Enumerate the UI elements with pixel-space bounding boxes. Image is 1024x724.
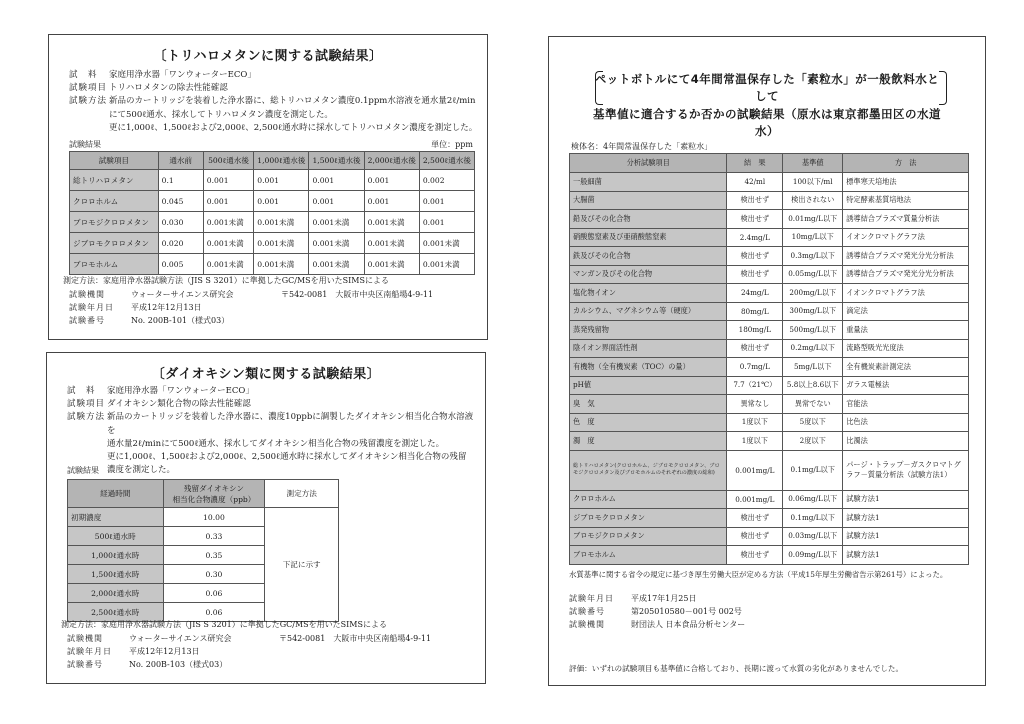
trihalomethane-title: 〔トリハロメタンに関する試験結果〕 — [153, 49, 383, 64]
table-row: 臭 気 異常なし 異常でない 官能法 — [570, 395, 969, 414]
table-header-row: 試験項目 通水前 500ℓ通水後 1,000ℓ通水後 1,500ℓ通水後 2,000ℓ通水後 2,500ℓ通水後 — [70, 152, 475, 170]
soryusui-report — [548, 36, 986, 686]
dioxin-method-cell: 下記に示す — [265, 508, 339, 622]
soryusui-table — [569, 153, 969, 565]
table-row: 鉄及びその化合物 検出せず 0.3mg/L以下 誘導結合プラズマ発光分光分析法 — [570, 247, 969, 266]
table-row: ブロモホルム 0.005 0.001未満 0.001未満 0.001未満 0.001未満 0.001未満 — [70, 254, 475, 275]
soryusui-meta — [569, 593, 969, 631]
table-row: 1,000ℓ通水時 0.35 — [68, 546, 339, 565]
meta-row: 試験機関 ウォーターサイエンス研究会 〒542-0081 大阪市中央区南船場4-9-11 — [69, 290, 434, 299]
table-row: 2,500ℓ通水時 0.06 — [68, 603, 339, 622]
meta-row: 試験年月日 平成12年12月13日 — [67, 646, 200, 656]
info-row: 試験項目 ダイオキシン類化合物の除去性能確認 — [67, 399, 251, 410]
dioxin-report — [46, 352, 486, 684]
info-row: 更に1,000ℓ、1,500ℓおよび2,000ℓ、2,500ℓ通水時に採水してトリハロメタン濃度を測定した。 — [109, 122, 478, 133]
table-row: 2,000ℓ通水時 0.06 — [68, 584, 339, 603]
meta-row: 試験年月日 平成12年12月13日 — [69, 302, 202, 312]
title-bracket-left — [595, 71, 603, 105]
trihalomethane-unit-label: 単位：ppm — [431, 140, 473, 149]
table-row: カルシウム、マグネシウム等（硬度） 80mg/L 300mg/L以下 滴定法 — [570, 302, 969, 321]
soryusui-footnote: 水質基準に関する省令の規定に基づき厚生労働大臣が定める方法（平成15年厚生労働省告示第261号）によった。 — [569, 570, 948, 579]
title-bracket-right — [939, 71, 947, 105]
meta-row: 試験年月日 平成17年1月25日 — [569, 594, 697, 603]
table-row: ジブロモクロロメタン 0.020 0.001未満 0.001未満 0.001未満 0.001未満 0.001未満 — [70, 233, 475, 254]
trihalomethane-method-note: 測定方法：家庭用浄水器試験方法（JIS S 3201）に準拠したGC/MSを用いたSIMSによる — [63, 276, 389, 285]
meta-row: 試験番号 第205010580－001号 002号 — [569, 606, 742, 616]
table-row: 1,500ℓ通水時 0.30 — [68, 565, 339, 584]
dioxin-table — [67, 479, 339, 622]
trihalomethane-results-label: 試験結果 — [69, 140, 101, 149]
meta-row: 試験番号 No. 200B-103（様式03） — [67, 659, 228, 669]
table-row: 有機物（全有機炭素（TOC）の量） 0.7mg/L 5mg/L以下 全有機炭素計測定法 — [570, 358, 969, 377]
trihalomethane-meta — [69, 289, 479, 327]
soryusui-title — [589, 71, 945, 140]
dioxin-meta — [67, 633, 481, 671]
table-row: 鉛及びその化合物 検出せず 0.01mg/L以下 誘導結合プラズマ質量分析法 — [570, 210, 969, 229]
dioxin-method-note: 測定方法：家庭用浄水器試験方法（JIS S 3201）に準拠したGC/MSを用いたSIMSによる — [61, 620, 387, 629]
table-row: pH値 7.7（21℃） 5.8以上8.6以下 ガラス電極法 — [570, 376, 969, 395]
trihalomethane-report — [48, 34, 488, 340]
soryusui-evaluation: 評価：いずれの試験項目も基準値に合格しており、長期に渡って水質の劣化がありませんでした。 — [569, 664, 904, 673]
trihalomethane-table — [69, 151, 475, 275]
table-row: ジブロモクロロメタン 検出せず 0.1mg/L以下 試験方法1 — [570, 509, 969, 528]
meta-row: 試験機関 ウォーターサイエンス研究会 〒542-0081 大阪市中央区南船場4-9-11 — [67, 634, 432, 643]
table-row: 色 度 1度以下 5度以下 比色法 — [570, 413, 969, 432]
dioxin-info — [67, 385, 481, 477]
info-row: 試 料 家庭用浄水器「ワンウォーターECO」 — [69, 70, 256, 80]
table-row: ブロモジクロロメタン 検出せず 0.03mg/L以下 試験方法1 — [570, 527, 969, 546]
table-row: 総トリハロメタン(クロロホルム、ジブロモクロロメタン、ブロモジクロロメタン及びブロモホルムのそれぞれの濃度の総和) 0.001mg/L 0.1mg/L以下 パージ・トラップ－ガスクロマトグラフ－質量分析法（試験方法1） — [570, 450, 969, 490]
table-row: クロロホルム 0.045 0.001 0.001 0.001 0.001 0.001 — [70, 191, 475, 212]
table-row: 一般細菌 42/ml 100以下/ml 標準寒天培地法 — [570, 173, 969, 192]
meta-row: 試験機関 財団法人 日本食品分析センター — [569, 619, 746, 629]
table-row: 濁 度 1度以下 2度以下 比濁法 — [570, 432, 969, 451]
table-row: 蒸発残留物 180mg/L 500mg/L以下 重量法 — [570, 321, 969, 340]
table-row: 硝酸態窒素及び亜硝酸態窒素 2.4mg/L 10mg/L以下 イオンクロマトグラフ法 — [570, 228, 969, 247]
info-row: 濃度を測定した。 — [107, 465, 176, 476]
table-row: 初期濃度 10.00 下記に示す — [68, 508, 339, 527]
table-header-row: 分析試験項目 結 果 基準値 方 法 — [570, 154, 969, 173]
soryusui-sample-name: 検体名：4年間常温保存した「素粒水」 — [571, 142, 713, 151]
dioxin-title: 〔ダイオキシン類に関する試験結果〕 — [151, 367, 381, 382]
info-row: 試験方法 新品のカートリッジを装着した浄水器に、総トリハロメタン濃度0.1ppm水溶液を通水量2ℓ/min — [69, 96, 476, 107]
table-row: ブロモジクロロメタン 0.030 0.001未満 0.001未満 0.001未満 0.001未満 0.001 — [70, 212, 475, 233]
table-row: 大腸菌 検出せず 検出されない 特定酵素基質培地法 — [570, 191, 969, 210]
table-header-row: 経過時間 残留ダイオキシン 相当化合物濃度（ppb） 測定方法 — [68, 480, 339, 508]
table-row: 陰イオン界面活性剤 検出せず 0.2mg/L以下 流路型吸光光度法 — [570, 339, 969, 358]
table-row: 塩化物イオン 24mg/L 200mg/L以下 イオンクロマトグラフ法 — [570, 284, 969, 303]
table-row: 総トリハロメタン 0.1 0.001 0.001 0.001 0.001 0.002 — [70, 170, 475, 191]
trihalomethane-info — [69, 69, 479, 135]
info-row: にて500ℓ通水、採水してトリハロメタン濃度を測定した。 — [109, 109, 333, 120]
table-row: ブロモホルム 検出せず 0.09mg/L以下 試験方法1 — [570, 546, 969, 565]
info-row: 更に1,000ℓ、1,500ℓおよび2,000ℓ、2,500ℓ通水時に採水してダイオキシン相当化合物の残留 — [107, 451, 467, 462]
soryusui-title-line-2: 基準値に適合するか否かの試験結果（原水は東京都墨田区の水道水） — [593, 106, 941, 138]
table-row: マンガン及びその化合物 検出せず 0.05mg/L以下 誘導結合プラズマ発光分光分析法 — [570, 265, 969, 284]
table-row: 500ℓ通水時 0.33 — [68, 527, 339, 546]
info-row: 通水量2ℓ/minにて500ℓ通水、採水してダイオキシン相当化合物の残留濃度を測定した。 — [107, 438, 445, 449]
info-row: 試験方法 新品のカートリッジを装着した浄水器に、濃度10ppbに調製したダイオキシン相当化合物水溶液を — [67, 412, 474, 436]
table-row: クロロホルム 0.001mg/L 0.06mg/L以下 試験方法1 — [570, 490, 969, 509]
info-row: 試験項目 トリハロメタンの除去性能確認 — [69, 83, 228, 94]
info-row: 試 料 家庭用浄水器「ワンウォーターECO」 — [67, 386, 254, 396]
soryusui-title-line-1: ペットボトルにて4年間常温保存した「素粒水」が一般飲料水として — [594, 72, 940, 104]
meta-row: 試験番号 No. 200B-101（様式03） — [69, 315, 230, 325]
dioxin-results-label: 試験結果 — [67, 466, 99, 475]
